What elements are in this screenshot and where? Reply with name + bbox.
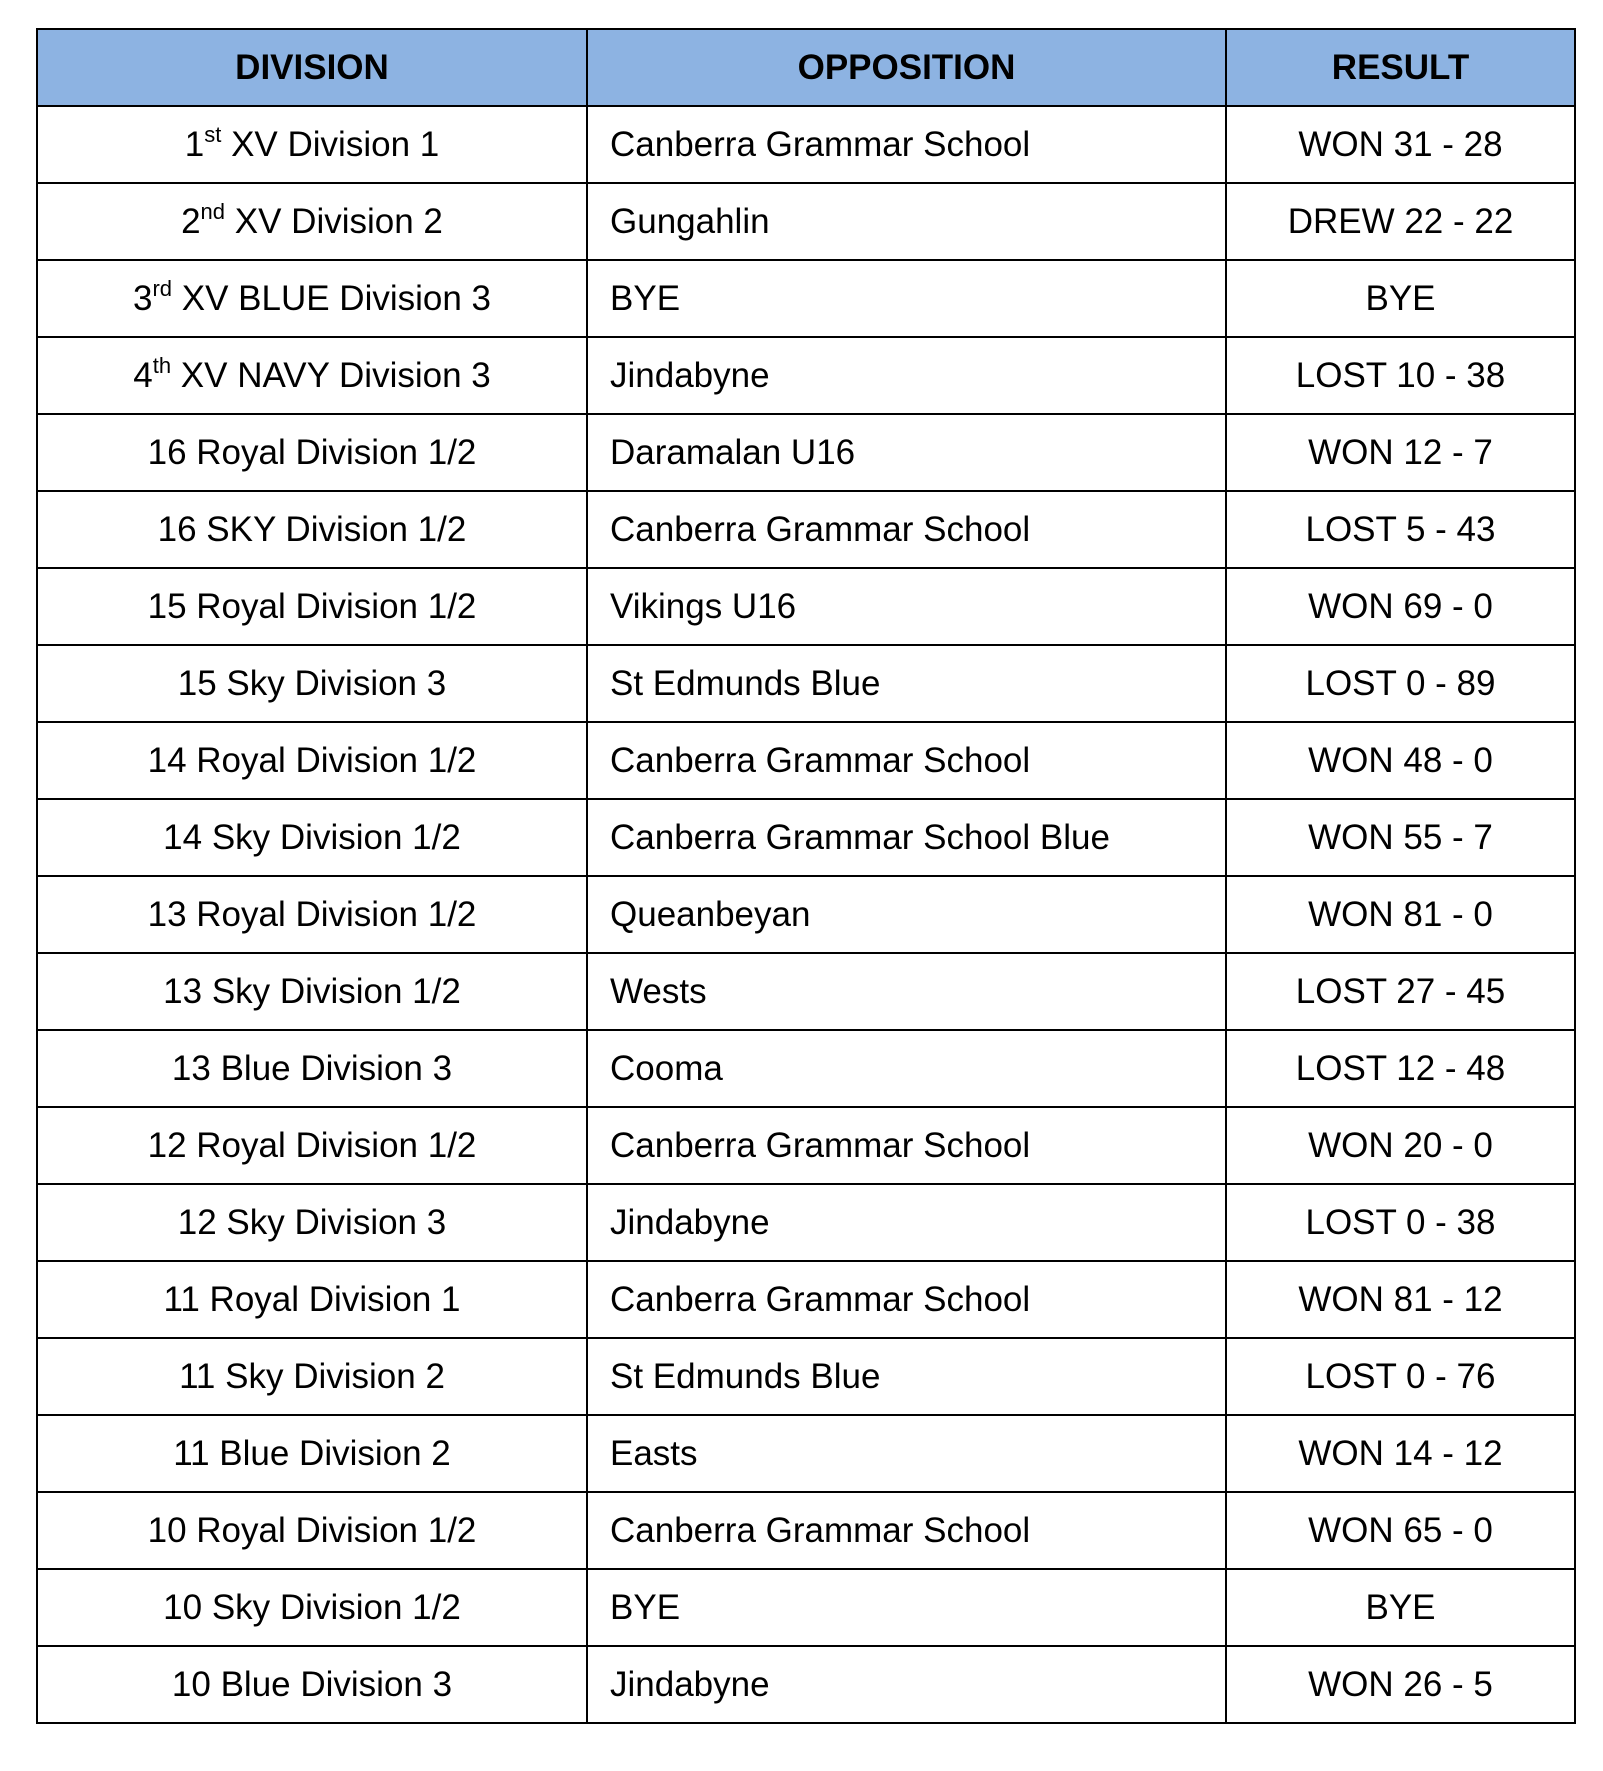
opposition-cell: BYE <box>587 260 1226 337</box>
opposition-cell: Jindabyne <box>587 1646 1226 1723</box>
table-row <box>37 260 1575 337</box>
result-cell: LOST 0 - 89 <box>1226 645 1575 722</box>
results-table-container <box>36 28 1574 1724</box>
result-cell: WON 81 - 12 <box>1226 1261 1575 1338</box>
table-row <box>37 337 1575 414</box>
result-cell: LOST 12 - 48 <box>1226 1030 1575 1107</box>
opposition-cell: Daramalan U16 <box>587 414 1226 491</box>
result-cell: LOST 5 - 43 <box>1226 491 1575 568</box>
opposition-cell: Canberra Grammar School <box>587 1107 1226 1184</box>
result-cell: BYE <box>1226 1569 1575 1646</box>
results-table <box>36 28 1576 1724</box>
division-cell <box>37 106 587 183</box>
division-cell: 14 Royal Division 1/2 <box>37 722 587 799</box>
opposition-cell: St Edmunds Blue <box>587 645 1226 722</box>
result-cell: LOST 10 - 38 <box>1226 337 1575 414</box>
result-cell: WON 12 - 7 <box>1226 414 1575 491</box>
division-cell: 12 Sky Division 3 <box>37 1184 587 1261</box>
division-ordinal-suffix: st <box>204 122 222 147</box>
division-cell: 13 Royal Division 1/2 <box>37 876 587 953</box>
division-prefix: 2 <box>181 202 201 241</box>
table-row <box>37 1261 1575 1338</box>
opposition-cell: Jindabyne <box>587 337 1226 414</box>
header-opposition: OPPOSITION <box>587 29 1226 106</box>
opposition-cell: Wests <box>587 953 1226 1030</box>
division-cell <box>37 337 587 414</box>
header-result: RESULT <box>1226 29 1575 106</box>
opposition-cell: Canberra Grammar School <box>587 491 1226 568</box>
table-header <box>37 29 1575 106</box>
result-cell: WON 55 - 7 <box>1226 799 1575 876</box>
table-row <box>37 799 1575 876</box>
opposition-cell: Cooma <box>587 1030 1226 1107</box>
table-row <box>37 1415 1575 1492</box>
opposition-cell: Canberra Grammar School <box>587 1261 1226 1338</box>
result-cell: WON 81 - 0 <box>1226 876 1575 953</box>
division-cell <box>37 260 587 337</box>
opposition-cell: Vikings U16 <box>587 568 1226 645</box>
division-cell: 11 Sky Division 2 <box>37 1338 587 1415</box>
division-cell: 16 Royal Division 1/2 <box>37 414 587 491</box>
table-row <box>37 568 1575 645</box>
opposition-cell: Canberra Grammar School Blue <box>587 799 1226 876</box>
division-cell: 16 SKY Division 1/2 <box>37 491 587 568</box>
opposition-cell: Queanbeyan <box>587 876 1226 953</box>
table-body <box>37 106 1575 1723</box>
division-cell: 15 Sky Division 3 <box>37 645 587 722</box>
division-cell: 11 Blue Division 2 <box>37 1415 587 1492</box>
division-cell: 15 Royal Division 1/2 <box>37 568 587 645</box>
division-cell: 13 Blue Division 3 <box>37 1030 587 1107</box>
opposition-cell: St Edmunds Blue <box>587 1338 1226 1415</box>
division-suffix: XV Division 1 <box>221 125 440 164</box>
result-cell: BYE <box>1226 260 1575 337</box>
table-row <box>37 722 1575 799</box>
opposition-cell: Canberra Grammar School <box>587 1492 1226 1569</box>
division-prefix: 3 <box>132 279 153 318</box>
table-row <box>37 1492 1575 1569</box>
division-ordinal-suffix: nd <box>200 199 226 224</box>
table-row <box>37 1184 1575 1261</box>
division-suffix: XV Division 2 <box>225 202 443 241</box>
opposition-cell: Canberra Grammar School <box>587 722 1226 799</box>
opposition-cell: Gungahlin <box>587 183 1226 260</box>
division-cell: 11 Royal Division 1 <box>37 1261 587 1338</box>
division-cell: 10 Royal Division 1/2 <box>37 1492 587 1569</box>
division-suffix: XV BLUE Division 3 <box>172 279 492 318</box>
result-cell: DREW 22 - 22 <box>1226 183 1575 260</box>
division-cell: 12 Royal Division 1/2 <box>37 1107 587 1184</box>
table-row <box>37 1646 1575 1723</box>
opposition-cell: Easts <box>587 1415 1226 1492</box>
opposition-cell: Jindabyne <box>587 1184 1226 1261</box>
table-row <box>37 1569 1575 1646</box>
result-cell: WON 20 - 0 <box>1226 1107 1575 1184</box>
result-cell: LOST 0 - 76 <box>1226 1338 1575 1415</box>
result-cell: WON 26 - 5 <box>1226 1646 1575 1723</box>
table-row <box>37 1107 1575 1184</box>
header-row <box>37 29 1575 106</box>
division-cell: 14 Sky Division 1/2 <box>37 799 587 876</box>
table-row <box>37 953 1575 1030</box>
table-row <box>37 183 1575 260</box>
division-suffix: XV NAVY Division 3 <box>171 356 491 395</box>
opposition-cell: BYE <box>587 1569 1226 1646</box>
table-row <box>37 1338 1575 1415</box>
result-cell: LOST 27 - 45 <box>1226 953 1575 1030</box>
table-row <box>37 1030 1575 1107</box>
opposition-cell: Canberra Grammar School <box>587 106 1226 183</box>
result-cell: WON 14 - 12 <box>1226 1415 1575 1492</box>
division-ordinal-suffix: th <box>152 353 172 378</box>
result-cell: WON 69 - 0 <box>1226 568 1575 645</box>
table-row <box>37 491 1575 568</box>
result-cell: WON 31 - 28 <box>1226 106 1575 183</box>
division-prefix: 1 <box>184 125 205 164</box>
division-cell: 10 Sky Division 1/2 <box>37 1569 587 1646</box>
division-cell <box>37 183 587 260</box>
table-row <box>37 876 1575 953</box>
result-cell: WON 48 - 0 <box>1226 722 1575 799</box>
division-cell: 13 Sky Division 1/2 <box>37 953 587 1030</box>
division-cell: 10 Blue Division 3 <box>37 1646 587 1723</box>
division-ordinal-suffix: rd <box>152 276 172 301</box>
table-row <box>37 414 1575 491</box>
result-cell: WON 65 - 0 <box>1226 1492 1575 1569</box>
table-row <box>37 645 1575 722</box>
result-cell: LOST 0 - 38 <box>1226 1184 1575 1261</box>
table-row <box>37 106 1575 183</box>
header-division: DIVISION <box>37 29 587 106</box>
division-prefix: 4 <box>133 356 153 395</box>
